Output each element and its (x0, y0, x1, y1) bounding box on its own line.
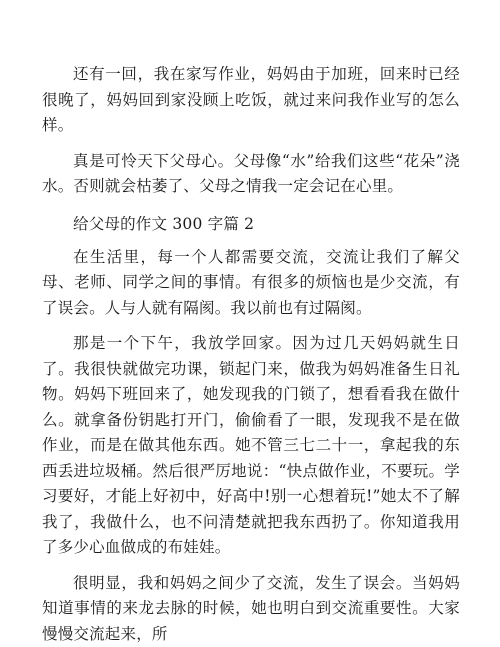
paragraph-3: 在生活里，每一个人都需要交流，交流让我们了解父母、老师、同学之间的事情。有很多的烦恼也是少交流，有了误会。人与人就有隔阂。我以前也有过隔阂。 (42, 245, 460, 322)
section-heading: 给父母的作文 300 字篇 2 (42, 212, 460, 237)
paragraph-5: 很明显，我和妈妈之间少了交流，发生了误会。当妈妈知道事情的来龙去脉的时候，她也明白到交流重要性。大家慢慢交流起来，所 (42, 571, 460, 647)
paragraph-1: 还有一回，我在家写作业，妈妈由于加班，回来时已经很晚了，妈妈回到家没顾上吃饭，就过来问我作业写的怎么样。 (42, 62, 460, 139)
paragraph-2: 真是可怜天下父母心。父母像“水”给我们这些“花朵”浇水。否则就会枯萎了、父母之情我一定会记在心里。 (42, 149, 460, 200)
paragraph-4: 那是一个下午，我放学回家。因为过几天妈妈就生日了。我很快就做完功课，锁起门来，做我为妈妈准备生日礼物。妈妈下班回来了，她发现我的门锁了，想看看我在做什么。就拿备份钥匙打开门，偷偷看了一眼，发现我不是在做作业，而是在做其他东西。她不管三七二十一，拿起我的东西丢进垃圾桶。然后很严厉地说：“快点做作业，不要玩。学习要好，才能上好初中，好高中!别一心想着玩!”她太不了解我了，我做什么，也不问清楚就把我东西扔了。你知道我用了多少心血做成的布娃娃。 (42, 331, 460, 561)
